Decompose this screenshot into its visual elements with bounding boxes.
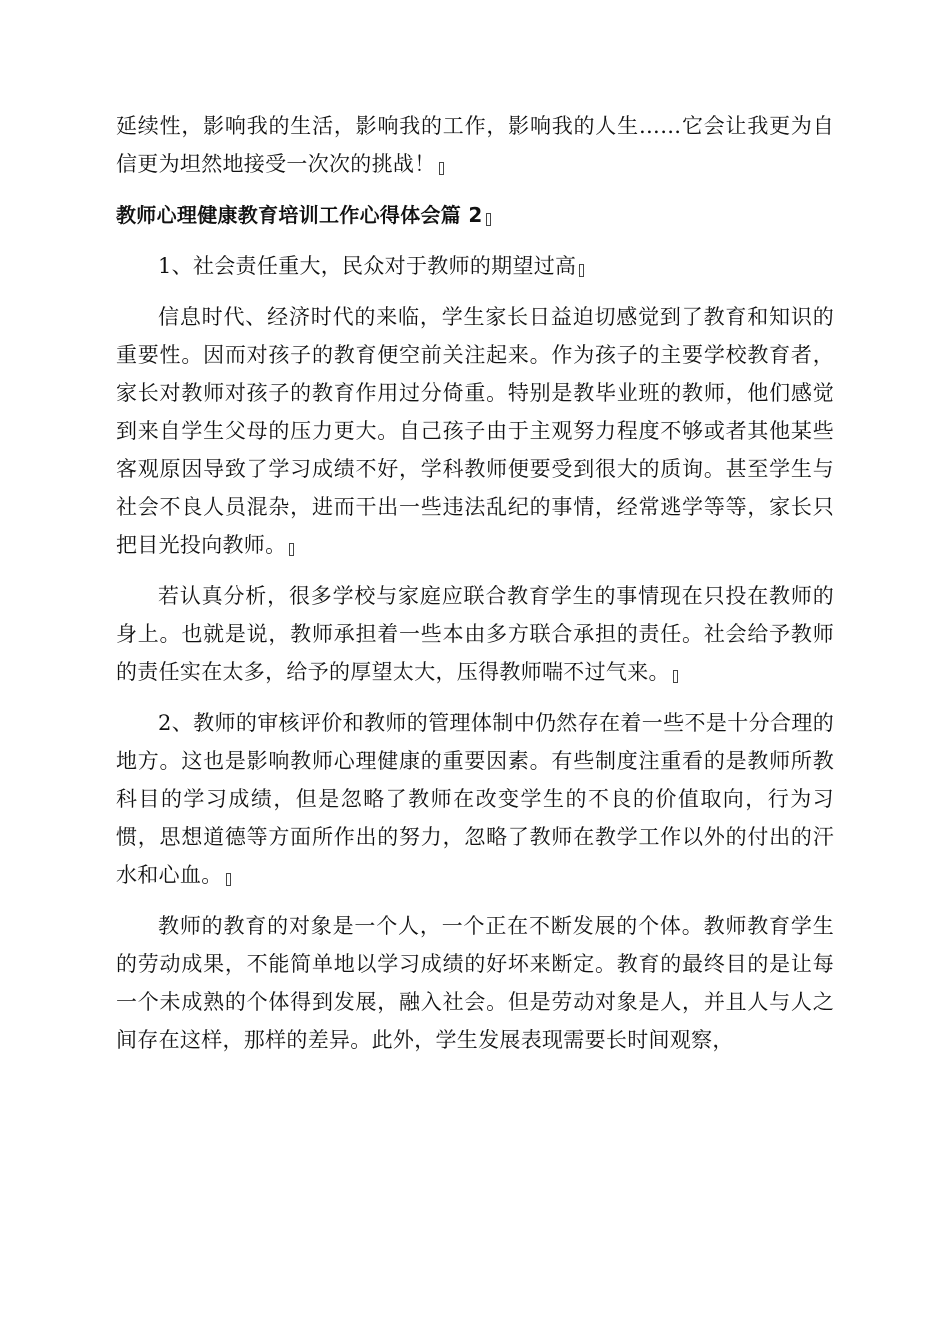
paragraph-point-1 — [116, 247, 834, 285]
paragraph-point-2 — [116, 704, 834, 894]
paragraph-mark-icon — [226, 873, 231, 886]
paragraph-body — [116, 298, 834, 564]
paragraph-mark-icon — [289, 543, 294, 556]
paragraph-text: 教师的教育的对象是一个人，一个正在不断发展的个体。教师教育学生的劳动成果，不能简单地以学习成绩的好坏来断定。教育的最终目的是让每一个未成熟的个体得到发展，融入社会。但是劳动对象是人，并且人与人之间存在这样，那样的差异。此外，学生发展表现需要长时间观察， — [116, 914, 834, 1052]
paragraph-text: 2、教师的审核评价和教师的管理体制中仍然存在着一些不是十分合理的地方。这也是影响教师心理健康的重要因素。有些制度注重看的是教师所教科目的学习成绩，但是忽略了教师在改变学生的不良的价值取向，行为习惯，思想道德等方面所作出的努力，忽略了教师在教学工作以外的付出的汗水和心血。 — [116, 711, 834, 887]
paragraph-mark-icon — [486, 213, 491, 226]
paragraph-text: 信息时代、经济时代的来临，学生家长日益迫切感觉到了教育和知识的重要性。因而对孩子的教育便空前关注起来。作为孩子的主要学校教育者，家长对教师对孩子的教育作用过分倚重。特别是教毕业班的教师，他们感觉到来自学生父母的压力更大。自己孩子由于主观努力程度不够或者其他某些客观原因导致了学习成绩不好，学科教师便要受到很大的质询。甚至学生与社会不良人员混杂，进而干出一些违法乱纪的事情，经常逃学等等，家长只把目光投向教师。 — [116, 305, 834, 557]
paragraph-body — [116, 907, 834, 1059]
section-heading-text: 教师心理健康教育培训工作心得体会篇 2 — [116, 203, 483, 227]
paragraph-text: 延续性，影响我的生活，影响我的工作，影响我的人生……它会让我更为自信更为坦然地接受一次次的挑战！ — [116, 114, 834, 176]
paragraph-text: 若认真分析，很多学校与家庭应联合教育学生的事情现在只投在教师的身上。也就是说，教师承担着一些本由多方联合承担的责任。社会给予教师的责任实在太多，给予的厚望太大，压得教师喘不过气来。 — [116, 584, 834, 684]
section-heading — [116, 196, 834, 234]
paragraph-text: 1、社会责任重大，民众对于教师的期望过高 — [158, 254, 577, 278]
paragraph-mark-icon — [579, 264, 584, 277]
paragraph-body — [116, 577, 834, 691]
document-body — [116, 107, 834, 1059]
paragraph-mark-icon — [673, 670, 678, 683]
paragraph-continuation — [116, 107, 834, 183]
paragraph-mark-icon — [439, 162, 444, 175]
